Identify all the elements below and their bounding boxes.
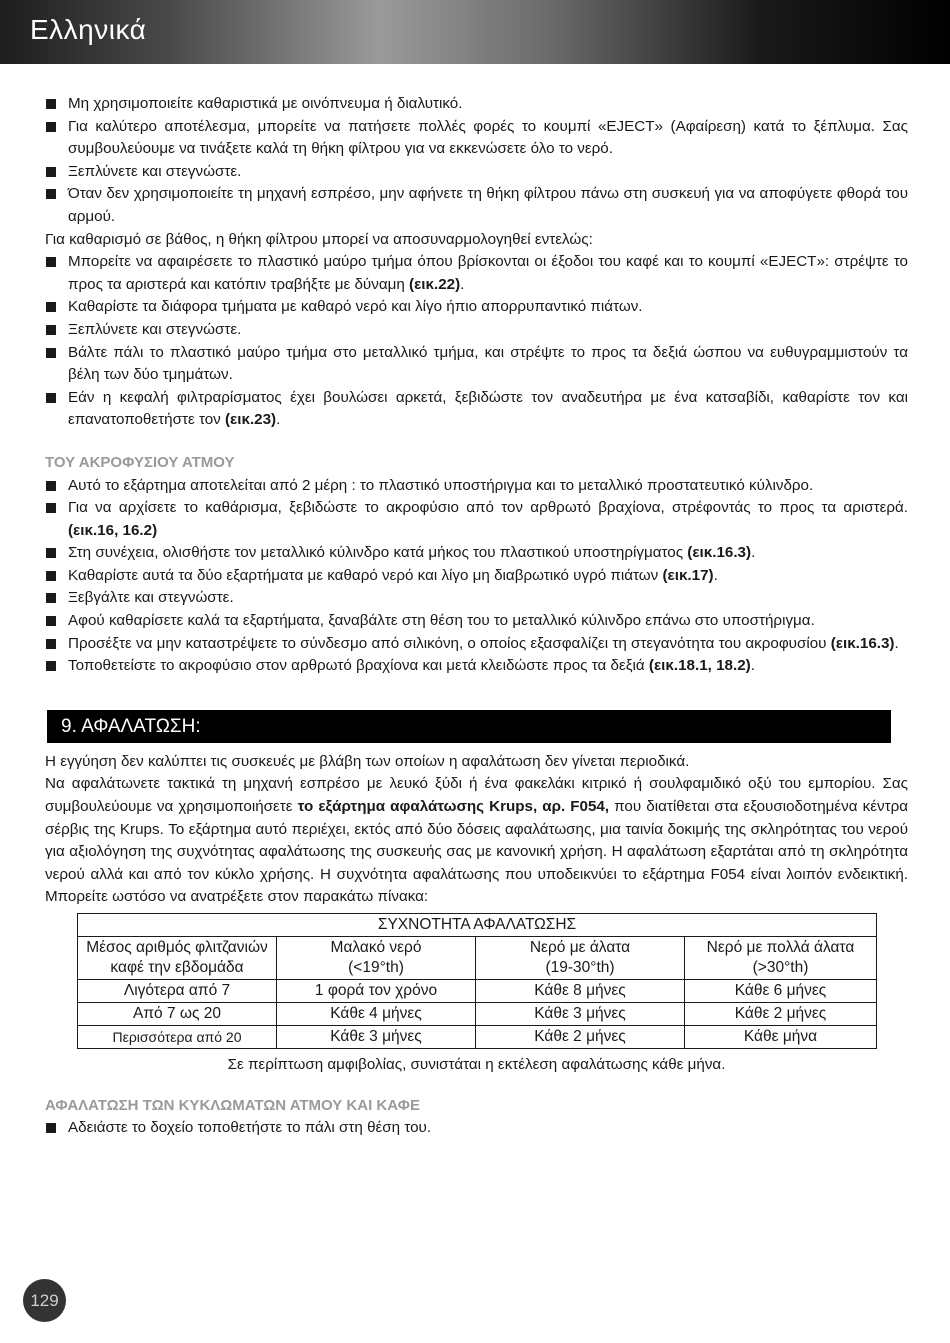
list-item <box>45 655 908 678</box>
list-item-text: Μη χρησιμοποιείτε καθαριστικά με οινόπνευμα ή διαλυτικό. <box>68 95 463 112</box>
list-item-text: Στη συνέχεια, ολισθήστε τον μεταλλικό κύλινδρο κατά μήκος του πλαστικού υποστηρίγματος <box>68 544 688 562</box>
list-item <box>45 542 908 565</box>
table-row <box>78 1026 877 1049</box>
list-item-text: Εάν η κεφαλή φιλτραρίσματος έχει βουλώσει αρκετά, ξεβιδώστε τον αναδευτήρα με ένα κατσαβίδι, καθαρίστε τον και επανατοποθετήστε τον <box>68 388 908 429</box>
list-item-text: Ξεπλύνετε και στεγνώστε. <box>68 320 242 338</box>
descale-paragraph <box>45 773 908 909</box>
list-item <box>45 183 908 228</box>
list-item <box>45 296 908 319</box>
list-item-text: Ξεπλύνετε και στεγνώστε. <box>68 162 242 180</box>
square-bullet-icon <box>46 257 56 267</box>
bullet-list <box>45 251 908 432</box>
bullet-list <box>45 93 908 229</box>
table-note: Σε περίπτωση αμφιβολίας, συνιστάται η εκτέλεση αφαλάτωσης κάθε μήνα. <box>227 1056 726 1073</box>
figure-reference: (εικ.16.3) <box>830 634 895 652</box>
table-row <box>78 1003 877 1026</box>
table-cell: Κάθε μήνα <box>685 1026 877 1049</box>
table-cell: Περισσότερα από 20 <box>78 1026 277 1049</box>
list-item <box>45 497 908 542</box>
square-bullet-icon <box>46 122 56 132</box>
list-item-text: . <box>713 566 718 584</box>
list-item <box>45 116 908 161</box>
square-bullet-icon <box>46 571 56 581</box>
list-item <box>45 587 908 610</box>
table-cell: Κάθε 2 μήνες <box>685 1003 877 1026</box>
table-cell: Κάθε 3 μήνες <box>277 1026 476 1049</box>
list-item-text: Για να αρχίσετε το καθάρισμα, ξεβιδώστε το ακροφύσιο από τον αρθρωτό βραχίονα, στρέφοντάς το προς τα αριστερά. <box>68 499 908 517</box>
list-item-text: Ξεβγάλτε και στεγνώστε. <box>68 589 234 607</box>
table-cell: Λιγότερα από 7 <box>78 980 277 1003</box>
list-item-text: Καθαρίστε αυτά τα δύο εξαρτήματα με καθαρό νερό και λίγο μη διαβρωτικό υγρό πιάτων <box>68 566 663 584</box>
warranty-text: Η εγγύηση δεν καλύπτει τις συσκευές με βλάβη των οποίων η αφαλάτωση δεν γίνεται περιοδικά. <box>45 752 690 770</box>
square-bullet-icon <box>46 1123 56 1133</box>
square-bullet-icon <box>46 639 56 649</box>
table-header-row <box>78 937 877 980</box>
table-cell: Από 7 ως 20 <box>78 1003 277 1026</box>
deep-clean-intro: Για καθαρισμό σε βάθος, η θήκη φίλτρου μπορεί να αποσυναρμολογηθεί εντελώς: <box>45 230 593 248</box>
square-bullet-icon <box>46 393 56 403</box>
figure-reference: (εικ.18.1, 18.2) <box>648 657 751 675</box>
table-header-cell: Νερό με άλατα (19-30°th) <box>476 937 685 980</box>
list-item-text: . <box>460 275 465 293</box>
list-item-text: Καθαρίστε τα διάφορα τμήματα με καθαρό νερό και λίγο ήπιο απορρυπαντικό πιάτων. <box>68 298 643 316</box>
square-bullet-icon <box>46 348 56 358</box>
figure-reference: (εικ.16.3) <box>687 544 752 562</box>
circuits-heading: ΑΦΑΛΑΤΩΣΗ ΤΩΝ ΚΥΚΛΩΜΑΤΩΝ ΑΤΜΟΥ ΚΑΙ ΚΑΦΕ <box>45 1096 420 1114</box>
list-item-text: Βάλτε πάλι το πλαστικό μαύρο τμήμα στο μεταλλικό τμήμα, και στρέψτε το προς τα δεξιά ώσπου να ευθυγραμμιστούν τα βέλη των δύο τμημάτων. <box>68 343 908 384</box>
bullet-list <box>45 1117 908 1140</box>
list-item <box>45 610 908 633</box>
descaling-frequency-table <box>77 913 877 1049</box>
descale-kit-ref: το εξάρτημα αφαλάτωσης Krups, αρ. F054, <box>297 798 610 816</box>
table-cell: 1 φορά τον χρόνο <box>277 980 476 1003</box>
square-bullet-icon <box>46 503 56 513</box>
square-bullet-icon <box>46 167 56 177</box>
square-bullet-icon <box>46 548 56 558</box>
table-header-cell: Μέσος αριθμός φλιτζανιών καφέ την εβδομάδα <box>78 937 277 980</box>
list-item <box>45 565 908 588</box>
table-cell: Κάθε 3 μήνες <box>476 1003 685 1026</box>
list-item <box>45 475 908 498</box>
table-cell: Κάθε 8 μήνες <box>476 980 685 1003</box>
figure-reference: (εικ.23) <box>224 411 277 429</box>
list-item-text: Αδειάστε το δοχείο τοποθετήστε το πάλι στη θέση του. <box>68 1119 432 1137</box>
list-item-text: . <box>750 657 755 675</box>
list-item <box>45 387 908 432</box>
list-item <box>45 161 908 184</box>
list-item-text: . <box>751 544 756 562</box>
list-item-text: Τοποθετείστε το ακροφύσιο στον αρθρωτό βραχίονα και μετά κλειδώστε προς τα δεξιά <box>68 657 649 675</box>
square-bullet-icon <box>46 616 56 626</box>
list-item <box>45 1117 908 1140</box>
square-bullet-icon <box>46 302 56 312</box>
steam-nozzle-heading: ΤΟΥ ΑΚΡΟΦΥΣΙΟΥ ΑΤΜΟΥ <box>45 453 235 471</box>
list-item <box>45 633 908 656</box>
list-item-text: . <box>276 411 281 429</box>
figure-reference: (εικ.17) <box>662 566 714 584</box>
page-header <box>0 0 950 64</box>
list-item-text: Για καλύτερο αποτέλεσμα, μπορείτε να πατήσετε πολλές φορές το κουμπί «EJECT» (Αφαίρεση) κατά το ξέπλυμα. Σας συμβουλεύουμε να τινάξετε καλά τη θήκη φίλτρου για να εκκενώσετε όλο το νερό. <box>68 117 908 158</box>
square-bullet-icon <box>46 593 56 603</box>
descale-text-1: Να αφαλάτωνετε τακτικά τη μηχανή εσπρέσο με λευκό ξύδι ή ένα φακελάκι κιτρικό ή σουλφαμιδικό οξύ του εμπορίου. Σας συμβουλεύουμε να χρησιμοποιήσετε <box>45 775 908 816</box>
list-item-text: Προσέξτε να μην καταστρέψετε το σύνδεσμο από σιλικόνη, ο οποίος εξασφαλίζει τη στεγανότητα του ακροφυσίου <box>68 634 831 652</box>
square-bullet-icon <box>46 189 56 199</box>
table-header-cell: Μαλακό νερό (<19°th) <box>277 937 476 980</box>
table-cell: Κάθε 4 μήνες <box>277 1003 476 1026</box>
square-bullet-icon <box>46 481 56 491</box>
descale-text-2: που διατίθεται στα εξουσιοδοτημένα κέντρα σέρβις της Krups. Το εξάρτημα αυτό περιέχει, εκτός από δύο δόσεις αφαλάτωσης, μια ταινία δοκιμής της σκληρότητας του νερού για αξιολόγηση της συχνότητας αφαλάτωσης της συσκευής σας με κανονική χρήση. Η αφαλάτωση εξαρτάται από τη σκληρότητα νερού αλλά και από τον κύκλο χρήσης. Η συχνότητα αφαλάτωσης που υποδεικνύει το εξάρτημα F054 είναι λοιπόν ενδεικτική. Μπορείτε ωστόσο να ανατρέξετε στον παρακάτω πίνακα: <box>45 798 908 906</box>
list-item-text: . <box>894 634 899 652</box>
table-title-row <box>78 914 877 937</box>
table-title: ΣΥΧΝΟΤΗΤΑ ΑΦΑΛΑΤΩΣΗΣ <box>78 914 877 937</box>
list-item-text: Μπορείτε να αφαιρέσετε το πλαστικό μαύρο τμήμα όπου βρίσκονται οι έξοδοι του καφέ και το κουμπί «EJECT»: στρέψτε το προς τα αριστερά και κατόπιν τραβήξτε με δύναμη <box>68 253 908 293</box>
list-item-text: Αυτό το εξάρτημα αποτελείται από 2 μέρη : το πλαστικό υποστήριγμα και το μεταλλικό προστατευτικό κύλινδρο. <box>68 476 814 494</box>
table-cell: Κάθε 2 μήνες <box>476 1026 685 1049</box>
section-9-heading: 9. ΑΦΑΛΑΤΩΣΗ: <box>47 710 891 743</box>
page-content <box>45 93 908 1140</box>
bullet-list <box>45 475 908 678</box>
list-item <box>45 319 908 342</box>
square-bullet-icon <box>46 99 56 109</box>
table-cell: Κάθε 6 μήνες <box>685 980 877 1003</box>
page-number: 129 <box>23 1279 66 1322</box>
square-bullet-icon <box>46 325 56 335</box>
figure-reference: (εικ.22) <box>409 275 461 293</box>
list-item-text: Όταν δεν χρησιμοποιείτε τη μηχανή εσπρέσο, μην αφήνετε τη θήκη φίλτρου πάνω στη συσκευή για να αποφύγετε φθορά του αρμού. <box>68 185 908 225</box>
table-header-cell: Νερό με πολλά άλατα (>30°th) <box>685 937 877 980</box>
language-title: Ελληνικά <box>30 14 147 45</box>
figure-reference: (εικ.16, 16.2) <box>68 521 158 539</box>
list-item <box>45 93 908 116</box>
list-item <box>45 342 908 387</box>
list-item-text: Αφού καθαρίσετε καλά τα εξαρτήματα, ξαναβάλτε στη θέση του το μεταλλικό κύλινδρο επάνω στο υποστήριγμα. <box>68 612 815 630</box>
list-item <box>45 251 908 296</box>
square-bullet-icon <box>46 661 56 671</box>
table-row <box>78 980 877 1003</box>
